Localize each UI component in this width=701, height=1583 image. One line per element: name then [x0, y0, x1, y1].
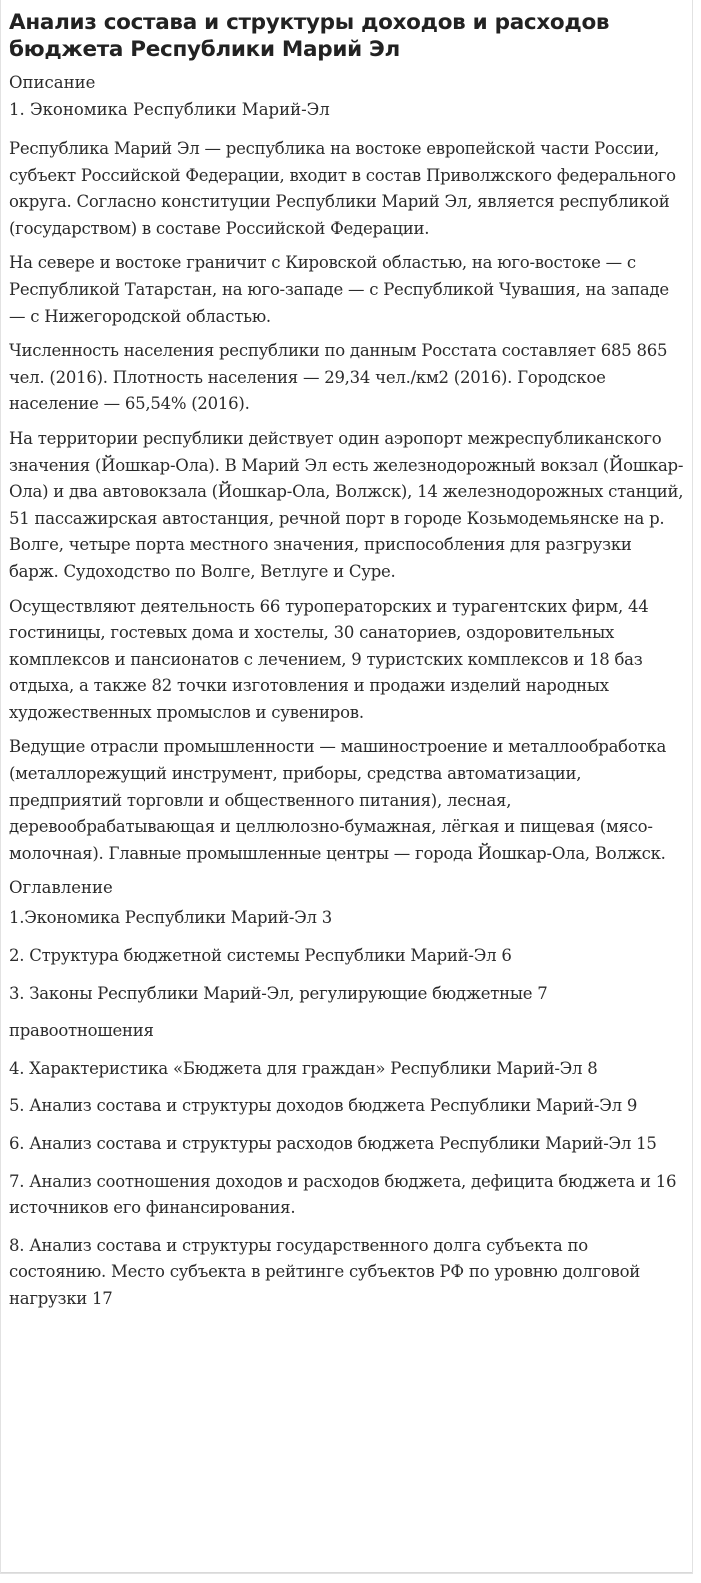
- paragraph: Ведущие отрасли промышленности — машиностроение и металлообработка (металлорежущий инструмент, приборы, средства автоматизации, предприятий торговли и общественного питания), лесная, деревообрабатывающая и целлюлозно-бумажная, лёгкая и пищевая (мясо-молочная). Главные промышленные центры — города Йошкар-Ола, Волжск.: [9, 737, 667, 863]
- bottom-divider: [1, 1572, 692, 1573]
- paragraph: Численность населения республики по данным Росстата составляет 685 865 чел. (2016). Плотность населения — 29,34 чел./км2 (2016). Городское население — 65,54% (2016).: [9, 341, 668, 414]
- paragraph: Республика Марий Эл — республика на востоке европейской части России, субъект Российской Федерации, входит в состав Приволжского федерального округа. Согласно конституции Республики Марий Эл, является республикой (государством) в составе Российской Федерации.: [9, 139, 676, 238]
- page-title: Анализ состава и структуры доходов и расходов бюджета Республики Марий Эл: [9, 10, 610, 62]
- paragraph: На территории республики действует один аэропорт межреспубликанского значения (Йошкар-Ола). В Марий Эл есть железнодорожный вокзал (Йошкар-Ола) и два автовокзала (Йошкар-Ола, Волжск), 14 железнодорожных станций, 51 пассажирская автостанция, речной порт в городе Козьмодемьянске на р. Волге, четыре порта местного значения, приспособления для разгрузки барж. Судоходство по Волге, Ветлуге и Суре.: [9, 428, 684, 581]
- paragraph: На севере и востоке граничит с Кировской областью, на юго-востоке — с Республикой Татарстан, на юго-западе — с Республикой Чувашия, на западе — с Нижегородской областью.: [9, 253, 669, 326]
- toc-item: 7. Анализ соотношения доходов и расходов бюджета, дефицита бюджета и 16 источников его финансирования.: [9, 1171, 677, 1218]
- toc-item: 5. Анализ состава и структуры доходов бюджета Республики Марий-Эл 9: [9, 1096, 638, 1116]
- description-label: Описание: [9, 73, 96, 92]
- toc-item: 6. Анализ состава и структуры расходов бюджета Республики Марий-Эл 15: [9, 1134, 657, 1153]
- toc-item: 8. Анализ состава и структуры государственного долга субъекта по состоянию. Место субъекта в рейтинге субъектов РФ по уровню долговой нагрузки 17: [9, 1235, 640, 1308]
- description-body: [9, 136, 686, 867]
- toc-item: 2. Структура бюджетной системы Республики Марий-Эл 6: [9, 946, 512, 966]
- table-of-contents: [9, 905, 686, 1312]
- paragraph: Осуществляют деятельность 66 туроператорских и турагентских фирм, 44 гостиницы, гостевых дома и хостелы, 30 санаториев, оздоровительных комплексов и пансионатов с лечением, 9 туристских комплексов и 18 баз отдыха, а также 82 точки изготовления и продажи изделий народных художественных промыслов и сувениров.: [9, 596, 649, 722]
- toc-item: правоотношения: [9, 1021, 154, 1041]
- toc-item: 1.Экономика Республики Марий-Эл 3: [9, 908, 333, 928]
- toc-item: 3. Законы Республики Марий-Эл, регулирующие бюджетные 7: [9, 983, 548, 1003]
- section-heading: 1. Экономика Республики Марий-Эл: [9, 100, 330, 119]
- toc-item: 4. Характеристика «Бюджета для граждан» Республики Марий-Эл 8: [9, 1058, 598, 1078]
- toc-label: Оглавление: [9, 878, 113, 898]
